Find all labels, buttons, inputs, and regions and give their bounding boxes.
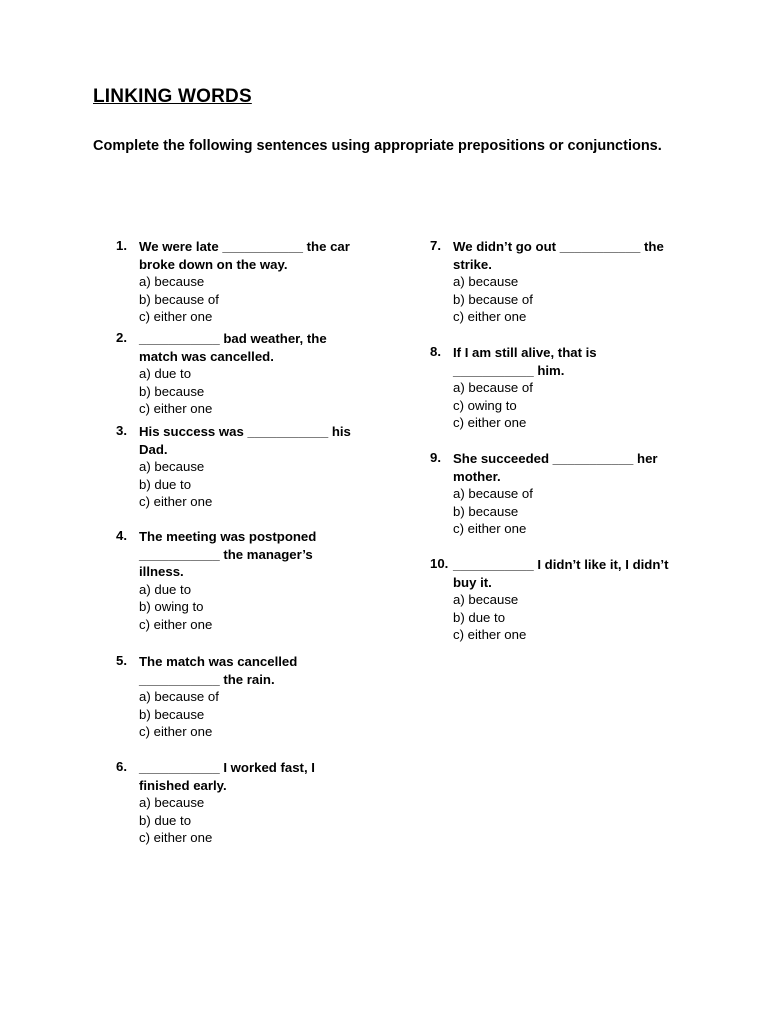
question-8 — [430, 344, 670, 432]
answer-option[interactable]: c) either one — [139, 494, 213, 509]
answer-option[interactable]: c) either one — [139, 309, 213, 324]
question-text: If I am still alive, that is ___________ him. — [453, 345, 597, 378]
question-4 — [116, 528, 356, 633]
answer-option[interactable]: c) either one — [453, 627, 527, 642]
question-text: ___________ bad weather, the match was cancelled. — [139, 331, 327, 364]
answer-option[interactable]: c) owing to — [453, 397, 517, 413]
question-number: 4. — [116, 528, 127, 543]
question-number: 8. — [430, 344, 441, 359]
question-number: 1. — [116, 238, 127, 253]
answer-option[interactable]: a) due to — [139, 581, 192, 597]
question-text: ___________ I worked fast, I finished early. — [139, 760, 315, 793]
question-number: 6. — [116, 759, 127, 774]
answer-option[interactable]: b) because — [139, 383, 205, 399]
answer-option[interactable]: b) due to — [139, 476, 192, 492]
answer-option[interactable]: c) either one — [139, 401, 213, 416]
answer-option[interactable]: a) due to — [139, 366, 192, 381]
answer-option[interactable]: a) because — [453, 274, 519, 289]
answer-option[interactable]: a) because of — [453, 486, 533, 501]
answer-option[interactable]: b) because of — [453, 291, 533, 307]
answer-option[interactable]: a) because — [139, 274, 205, 289]
answer-option[interactable]: c) either one — [139, 616, 213, 632]
question-number: 9. — [430, 450, 441, 465]
question-text: We didn’t go out ___________ the strike. — [453, 239, 664, 272]
question-number: 2. — [116, 330, 127, 345]
question-text: The match was cancelled ___________ the rain. — [139, 654, 298, 687]
answer-option[interactable]: b) because — [453, 503, 519, 519]
answer-option[interactable]: a) because — [139, 459, 205, 474]
question-7 — [430, 238, 670, 326]
question-number: 5. — [116, 653, 127, 668]
answer-option[interactable]: c) either one — [453, 415, 527, 430]
answer-option[interactable]: b) due to — [139, 812, 192, 828]
answer-option[interactable]: a) because of — [139, 689, 219, 704]
answer-option[interactable]: b) because — [139, 706, 205, 722]
question-number: 10. — [430, 556, 449, 571]
question-text: We were late ___________ the car broke down on the way. — [139, 239, 350, 272]
question-number: 3. — [116, 423, 127, 438]
question-text: His success was ___________ his Dad. — [139, 424, 351, 457]
answer-option[interactable]: a) because — [453, 592, 519, 607]
question-text: ___________ I didn’t like it, I didn’t buy it. — [453, 557, 669, 590]
answer-option[interactable]: b) because of — [139, 291, 219, 307]
answer-option[interactable]: c) either one — [139, 830, 213, 845]
answer-option[interactable]: c) either one — [139, 724, 213, 739]
instructions-text: Complete the following sentences using appropriate prepositions or conjunctions. — [93, 138, 662, 154]
answer-option[interactable]: a) because of — [453, 380, 533, 395]
answer-option[interactable]: b) owing to — [139, 599, 204, 614]
question-text: The meeting was postponed ___________ the manager’s illness. — [139, 529, 317, 579]
question-text: She succeeded ___________ her mother. — [453, 451, 658, 484]
question-9 — [430, 450, 670, 538]
answer-option[interactable]: b) due to — [453, 609, 506, 625]
question-6 — [116, 759, 356, 847]
page-title: LINKING WORDS — [93, 86, 252, 107]
question-3 — [116, 423, 356, 511]
question-5 — [116, 653, 356, 741]
question-1 — [116, 238, 356, 326]
question-10 — [430, 556, 670, 644]
answer-option[interactable]: c) either one — [453, 521, 527, 536]
question-number: 7. — [430, 238, 441, 253]
question-2 — [116, 330, 356, 418]
answer-option[interactable]: c) either one — [453, 309, 527, 324]
answer-option[interactable]: a) because — [139, 795, 205, 810]
